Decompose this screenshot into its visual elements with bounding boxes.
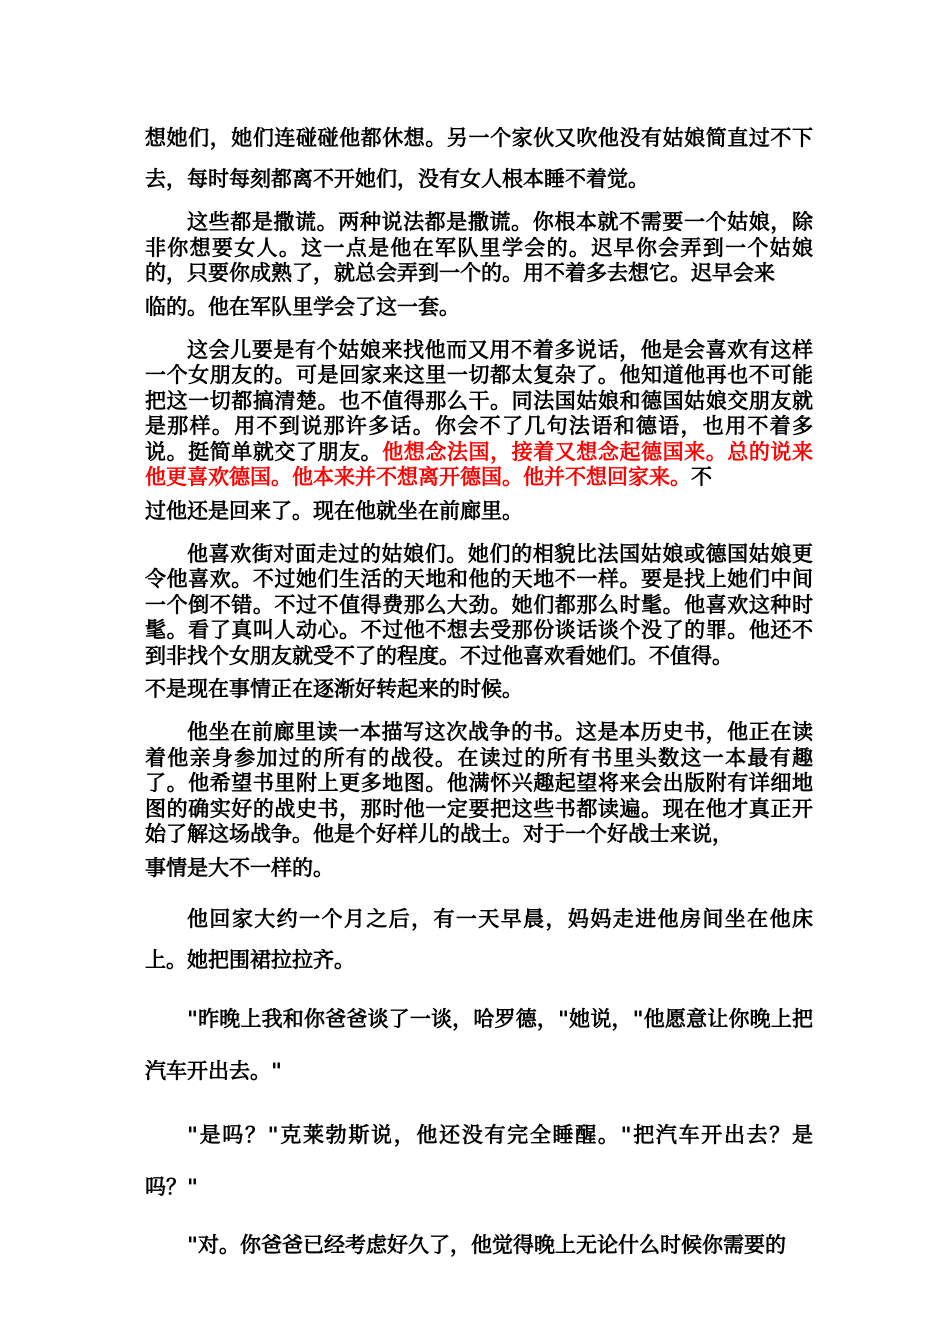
paragraph-gap — [145, 710, 813, 720]
dialogue-father: "对。你爸爸已经考虑好久了，他觉得晚上无论什么时候你需要的 — [187, 1232, 786, 1257]
paragraph-mother: 他回家大约一个月之后，有一天早晨，妈妈走进他房间坐在他床上。她把围裙拉拉齐。 — [145, 906, 813, 972]
dialogue-car: "昨晚上我和你爸爸谈了一谈，哈罗德，"她说，"他愿意让你晚上把汽车开出去。" — [145, 1006, 813, 1083]
paragraph-girlfriend — [145, 338, 813, 491]
paragraph-girlfriend-after: 不 — [691, 465, 712, 489]
paragraph-gap — [145, 981, 813, 993]
dialogue-krebs: "是吗？"克莱勃斯说，他还没有完全睡醒。"把汽车开出去？是吗？" — [145, 1122, 813, 1199]
paragraph-street-girls-tail: 不是现在事情正在逐渐好转起来的时候。 — [145, 677, 523, 701]
paragraph-lies-tail: 临的。他在军队里学会了这一套。 — [145, 294, 460, 319]
paragraph-gap — [145, 889, 813, 899]
paragraph-street-girls: 他喜欢街对面走过的姑娘们。她们的相貌比法国姑娘或德国姑娘更令他喜欢。不过她们生活的天地和他的天地不一样。要是找上她们中间一个倒不错。不过不值得费那么大劲。她们都那么时髦。他喜欢这种时髦。看了真叫人动心。不过他不想去受那份谈话谈个没了的罪。他还不到非找个女朋友就受不了的程度。不过他喜欢看她们。不值得。 — [145, 541, 813, 668]
paragraph-gap — [145, 1097, 813, 1109]
paragraph-girlfriend-tail: 过他还是回来了。现在他就坐在前廊里。 — [145, 498, 523, 523]
paragraph-history-book: 他坐在前廊里读一本描写这次战争的书。这是本历史书，他正在读着他亲身参加过的所有的战役。在读过的所有书里头数这一本最有趣了。他希望书里附上更多地图。他满怀兴趣起望将来会出版附有详细地图的确实好的战史书，那时他一定要把这些书都读遍。现在他才真正开始了解这场战争。他是个好样儿的战士。对于一个好战士来说， — [145, 720, 813, 846]
paragraph-gap — [145, 532, 813, 542]
paragraph-lies: 这些都是撒谎。两种说法都是撒谎。你根本就不需要一个姑娘，除非你想要女人。这一点是他在军队里学会的。迟早你会弄到一个姑娘的，只要你成熟了，就总会弄到一个的。用不着多去想它。迟早会来 — [145, 210, 813, 285]
paragraph-gap — [145, 200, 813, 210]
highlighted-text: 他想念法国，接着又想念起德国来。总的说来他更喜欢德国。他本来并不想离开德国。他并不想回家来。 — [145, 439, 813, 489]
paragraph-continuation: 想她们，她们连碰碰他都休想。另一个家伙又吹他没有姑娘简直过不下去，每时每刻都离不开她们，没有女人根本睡不着觉。 — [145, 126, 813, 191]
paragraph-gap — [145, 328, 813, 338]
paragraph-girlfriend-text: 这会儿要是有个姑娘来找他而又用不着多说话，他是会喜欢有这样一个女朋友的。可是回家来这里一切都太复杂了。他知道他再也不可能把这一切都搞清楚。也不值得那么干。同法国姑娘和德国姑娘交朋友就是那样。用不到说那许多话。你会不了几句法语和德语，也用不着多说。挺简单就交了朋友。 — [145, 337, 813, 464]
body-text — [145, 118, 813, 1266]
paragraph-history-book-tail: 事情是大不一样的。 — [145, 855, 334, 880]
paragraph-gap — [145, 1213, 813, 1225]
